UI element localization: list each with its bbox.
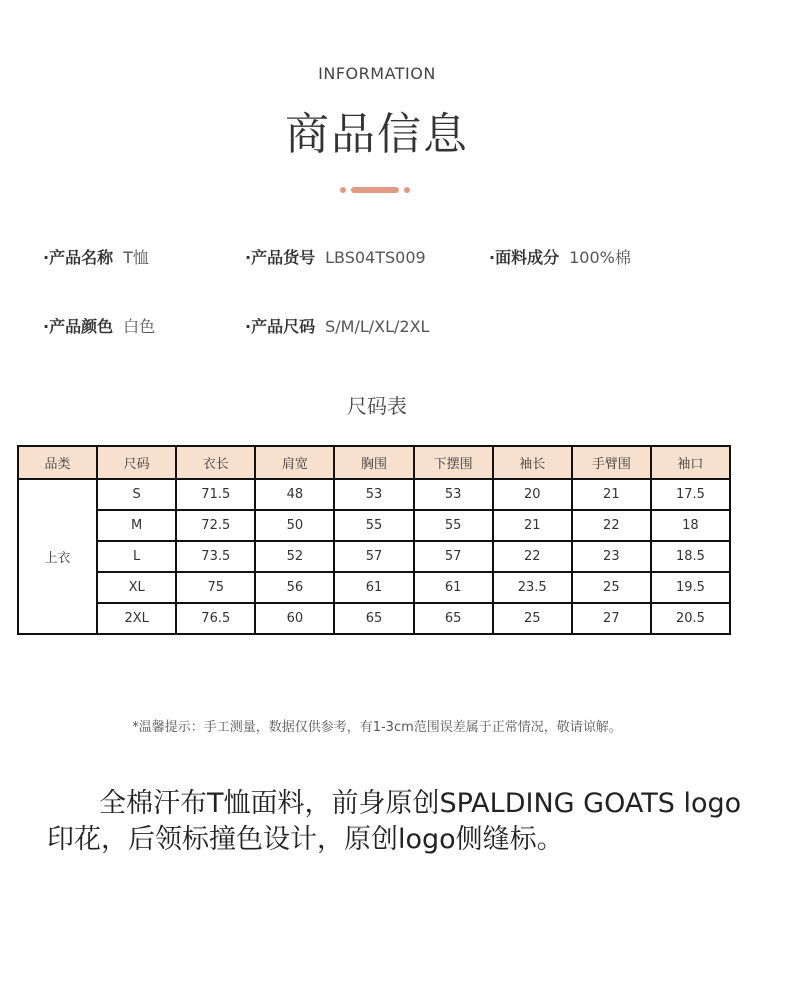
table-cell: 27 xyxy=(572,603,651,634)
table-header-row xyxy=(18,446,730,479)
table-cell: 73.5 xyxy=(176,541,255,572)
table-cell: 21 xyxy=(493,510,572,541)
table-cell: 52 xyxy=(255,541,334,572)
table-cell: 56 xyxy=(255,572,334,603)
info-color xyxy=(43,314,155,337)
info-sizes xyxy=(245,314,429,337)
col-header: 品类 xyxy=(18,446,97,479)
table-cell: 20 xyxy=(493,479,572,510)
table-cell: 61 xyxy=(414,572,493,603)
size-table xyxy=(17,445,731,635)
table-row xyxy=(18,510,730,541)
table-cell: 23.5 xyxy=(493,572,572,603)
table-cell: 18.5 xyxy=(651,541,730,572)
info-value: 100%棉 xyxy=(569,248,631,267)
info-label: ·面料成分 xyxy=(489,248,560,267)
table-cell: 23 xyxy=(572,541,651,572)
table-cell: 53 xyxy=(334,479,413,510)
col-header: 下摆围 xyxy=(414,446,493,479)
info-label: ·产品名称 xyxy=(43,248,114,267)
table-cell: 2XL xyxy=(97,603,176,634)
col-header: 袖口 xyxy=(651,446,730,479)
table-cell: 55 xyxy=(334,510,413,541)
divider-bar xyxy=(351,187,399,193)
table-cell: S xyxy=(97,479,176,510)
col-header: 手臂围 xyxy=(572,446,651,479)
table-cell: 17.5 xyxy=(651,479,730,510)
table-cell: 57 xyxy=(334,541,413,572)
table-cell: 71.5 xyxy=(176,479,255,510)
table-cell: 25 xyxy=(493,603,572,634)
table-cell: 76.5 xyxy=(176,603,255,634)
table-row xyxy=(18,541,730,572)
table-row xyxy=(18,603,730,634)
table-cell: L xyxy=(97,541,176,572)
table-cell: 20.5 xyxy=(651,603,730,634)
table-cell: 65 xyxy=(334,603,413,634)
table-cell: XL xyxy=(97,572,176,603)
table-row xyxy=(18,479,730,510)
table-cell: 72.5 xyxy=(176,510,255,541)
divider-dot-right xyxy=(404,187,410,193)
info-label: ·产品颜色 xyxy=(43,317,114,336)
section-subtitle: INFORMATION xyxy=(318,64,436,83)
measurement-tip: *温馨提示：手工测量，数据仅供参考，有1-3cm范围误差属于正常情况，敬请谅解。 xyxy=(132,720,622,735)
table-cell: 22 xyxy=(493,541,572,572)
table-cell: 65 xyxy=(414,603,493,634)
col-header: 衣长 xyxy=(176,446,255,479)
divider-dot-left xyxy=(340,187,346,193)
title-divider xyxy=(340,187,410,193)
table-cell: M xyxy=(97,510,176,541)
product-description: 全棉汗布T恤面料，前身原创SPALDING GOATS logo印花，后领标撞色设计，原创logo侧缝标。 xyxy=(47,788,742,855)
info-value: 白色 xyxy=(123,317,156,336)
page-title: 商品信息 xyxy=(285,109,469,160)
size-table-title: 尺码表 xyxy=(347,394,407,418)
col-header: 肩宽 xyxy=(255,446,334,479)
table-cell: 53 xyxy=(414,479,493,510)
info-value: T恤 xyxy=(123,248,149,267)
table-cell: 18 xyxy=(651,510,730,541)
table-cell: 50 xyxy=(255,510,334,541)
table-cell: 21 xyxy=(572,479,651,510)
table-cell: 55 xyxy=(414,510,493,541)
table-cell: 19.5 xyxy=(651,572,730,603)
table-cell: 22 xyxy=(572,510,651,541)
col-header: 袖长 xyxy=(493,446,572,479)
table-cell: 57 xyxy=(414,541,493,572)
info-product-name xyxy=(43,245,149,268)
info-product-code xyxy=(245,245,426,268)
info-label: ·产品货号 xyxy=(245,248,316,267)
info-fabric xyxy=(489,245,631,268)
info-value: LBS04TS009 xyxy=(325,248,426,267)
col-header: 尺码 xyxy=(97,446,176,479)
info-value: S/M/L/XL/2XL xyxy=(325,317,430,336)
col-header: 胸围 xyxy=(334,446,413,479)
table-row xyxy=(18,572,730,603)
table-cell: 25 xyxy=(572,572,651,603)
category-cell: 上衣 xyxy=(18,479,97,634)
table-cell: 60 xyxy=(255,603,334,634)
table-cell: 48 xyxy=(255,479,334,510)
table-cell: 75 xyxy=(176,572,255,603)
info-label: ·产品尺码 xyxy=(245,317,316,336)
table-cell: 61 xyxy=(334,572,413,603)
